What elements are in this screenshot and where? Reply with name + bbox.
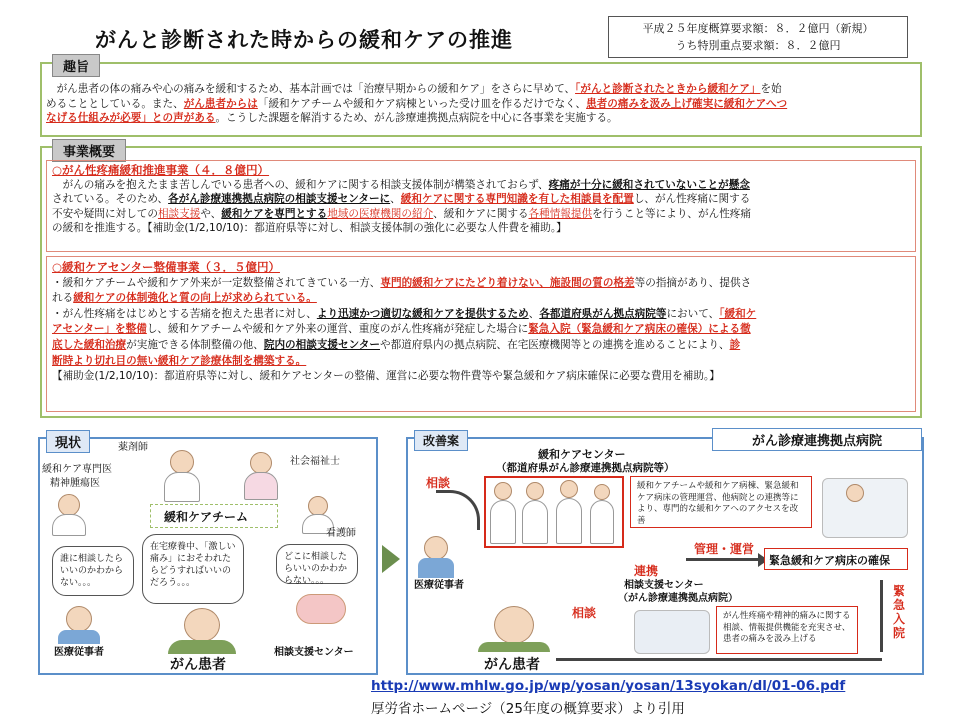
staff-4-body — [590, 500, 614, 544]
staff-1 — [494, 482, 512, 500]
support-label-1: 相談支援センター — [624, 580, 704, 591]
kinkyu-byosho-box: 緊急緩和ケア病床の確保 — [764, 548, 908, 570]
iryo-figure-body — [58, 630, 100, 644]
bed-patient — [846, 484, 864, 502]
kango-label: 看護師 — [326, 528, 356, 539]
shushi-tag: 趣旨 — [52, 54, 100, 77]
staff-1-body — [490, 500, 516, 544]
center-role-box: 緩和ケアチームや緩和ケア病棟、緊急緩和ケア病床の管理運営、他病院との連携等により、専門的な緩和ケアへのアクセスを改善 — [630, 476, 812, 528]
bubble-center: 在宅療養中、「激しい痛み」におそわれたらどうすればいいのだろう。。。 — [142, 534, 244, 604]
kaizen-kanja-label: がん患者 — [484, 657, 540, 673]
transition-arrow — [382, 545, 400, 573]
patient-body — [168, 640, 236, 654]
social-worker-body — [244, 472, 278, 500]
kanri-arrow — [686, 558, 760, 561]
bubble-right: どこに相談したらいいのかわからない。。。 — [276, 544, 358, 584]
kaizen-iryo-label: 医療従事者 — [414, 580, 464, 591]
shakai-label: 社会福祉士 — [290, 456, 340, 467]
staff-4 — [594, 484, 610, 500]
renkei-label: 連携 — [634, 564, 659, 578]
senmon-label-1: 緩和ケア専門医 — [42, 464, 112, 475]
staff-3 — [560, 480, 578, 498]
kaizen-patient-figure — [494, 606, 534, 644]
section2-text: ○緩和ケアセンター整備事業（３．５億円） ・緩和ケアチームや緩和ケア外来が一定数整備されてきている一方、専門的緩和ケアにたどり着けない、施設間の質の格差等の指摘があり、提供さ れる緩和ケアの体制強化と質の向上が求められている。 ・がん性疼痛をはじめとする苦痛を抱えた患者に対し、より迅速かつ適切な緩和ケアを提供するため、各都道府県がん拠点病院等において、「緩和ケ アセンター」を整備し、緩和ケアチームや緩和ケア外来の運営、重度のがん性疼痛が発症した場合に緊急入院（緊急緩和ケア病床の確保）による徹 底した緩和治療が実施できる体制整備の他、院内の相談支援センターや都道府県内の拠点病院、在宅医療機関等との連携を進めることにより、診 断時より切れ目の無い緩和ケア診療体制を構築する。 【補助金(1/2,10/10)：都道府県等に対し、緩和ケアセンターの整備、運営に必要な物件費等や緊急緩和ケア病床確保に必要な費用を補助。】 — [52, 260, 914, 385]
support-role-box: がん性疼痛や精神的痛みに関する相談、情報提供機能を充実させ、患者の痛みを汲み上げる — [716, 606, 858, 654]
kaizen-patient-body — [478, 642, 550, 652]
kanri-label: 管理・運営 — [694, 542, 755, 556]
genjo-kanja-label: がん患者 — [170, 657, 226, 673]
kinkyu-nyuin-label: 緊急入院 — [893, 584, 906, 640]
budget-line-2: うち特別重点要求額：８．２億円 — [675, 39, 841, 52]
social-worker-figure — [250, 452, 272, 474]
jigyo-tag: 事業概要 — [52, 139, 126, 162]
senmon-label-2: 精神腫瘍医 — [50, 478, 100, 489]
section1-heading: ○がん性疼痛緩和推進事業（４．８億円） — [52, 163, 270, 177]
bubble-left: 誰に相談したらいいのかわからない。。。 — [52, 546, 134, 596]
iryo-label: 医療従事者 — [54, 647, 104, 658]
section2-heading: ○緩和ケアセンター整備事業（３．５億円） — [52, 260, 280, 274]
iryo-figure — [66, 606, 92, 632]
budget-box — [608, 16, 908, 58]
section1-text: ○がん性疼痛緩和推進事業（４．８億円） がんの痛みを抱えたまま苦しんでいる患者への、緩和ケアに関する相談支援体制が構築されておらず、疼痛が十分に緩和されていないことが懸念 されている。そのため、各がん診療連携拠点病院の相談支援センターに、緩和ケアに関する専門知識を有した相談員を配置し、がん性疼痛に関する 不安や疑問に対しての相談支援や、緩和ケアを専門とする地域の医療機関の紹介、緩和ケアに関する各種情報提供を行うこと等により、がん性疼痛 の緩和を推進する。【補助金(1/2,10/10)：都道府県等に対し、相談支援体制の強化に必要な人件費を補助。】 — [52, 163, 914, 236]
source-citation: 厚労省ホームページ（25年度の概算要求）より引用 — [371, 701, 685, 717]
kyoten-label: がん診療連携拠点病院 — [712, 428, 922, 451]
source-url[interactable]: http://www.mhlw.go.jp/wp/yosan/yosan/13syokan/dl/01-06.pdf — [371, 678, 846, 694]
genjo-tag: 現状 — [46, 430, 90, 453]
kaizen-tag: 改善案 — [414, 430, 468, 451]
bed-figure — [822, 478, 908, 538]
genjo-soudan-label: 相談支援センター — [274, 647, 354, 658]
support-label-2: （がん診療連携拠点病院） — [618, 593, 738, 604]
team-label: 緩和ケアチーム — [164, 510, 249, 524]
center-title-1: 緩和ケアセンター — [538, 448, 626, 461]
patient-figure — [184, 608, 220, 642]
center-title-2: （都道府県がん診療連携拠点病院等） — [496, 462, 675, 474]
yakuzaishi-label: 薬剤師 — [118, 442, 148, 453]
pharmacist-body — [164, 472, 200, 502]
support-meeting-figure — [634, 610, 710, 654]
staff-3-body — [556, 498, 582, 544]
shushi-text: がん患者の体の痛みや心の痛みを緩和するため、基本計画では「治療早期からの緩和ケア」をさらに早めて、「がんと診断されたときから緩和ケア」を始 めることとしている。また、がん患者からは「緩和ケアチームや緩和ケア病棟といった受け皿を作るだけでなく、患者の痛みを汲み上げ確実に緩和ケアへつ なげる仕組みが必要」との声がある。こうした課題を解消するため、がん診療連携拠点病院を中心に各事業を実施する。 — [46, 83, 788, 125]
nurse-figure — [308, 496, 328, 516]
doctor-figure — [58, 494, 80, 516]
soudan2-label: 相談 — [572, 606, 597, 620]
kinkyu-arrow — [880, 580, 883, 652]
staff-2-body — [522, 500, 548, 544]
doctor-body — [52, 514, 86, 536]
kaizen-iryo-body — [418, 558, 454, 578]
page-title: がんと診断された時からの緩和ケアの推進 — [95, 28, 513, 52]
staff-2 — [526, 482, 544, 500]
bottom-return-arrow — [556, 658, 882, 661]
pharmacist-figure — [170, 450, 194, 474]
soudan-arrow-label: 相談 — [426, 476, 451, 490]
sick-person-figure — [296, 594, 346, 624]
budget-line-1: 平成２５年度概算要求額：８．２億円（新規） — [642, 22, 874, 35]
kaizen-iryo-figure — [424, 536, 448, 560]
